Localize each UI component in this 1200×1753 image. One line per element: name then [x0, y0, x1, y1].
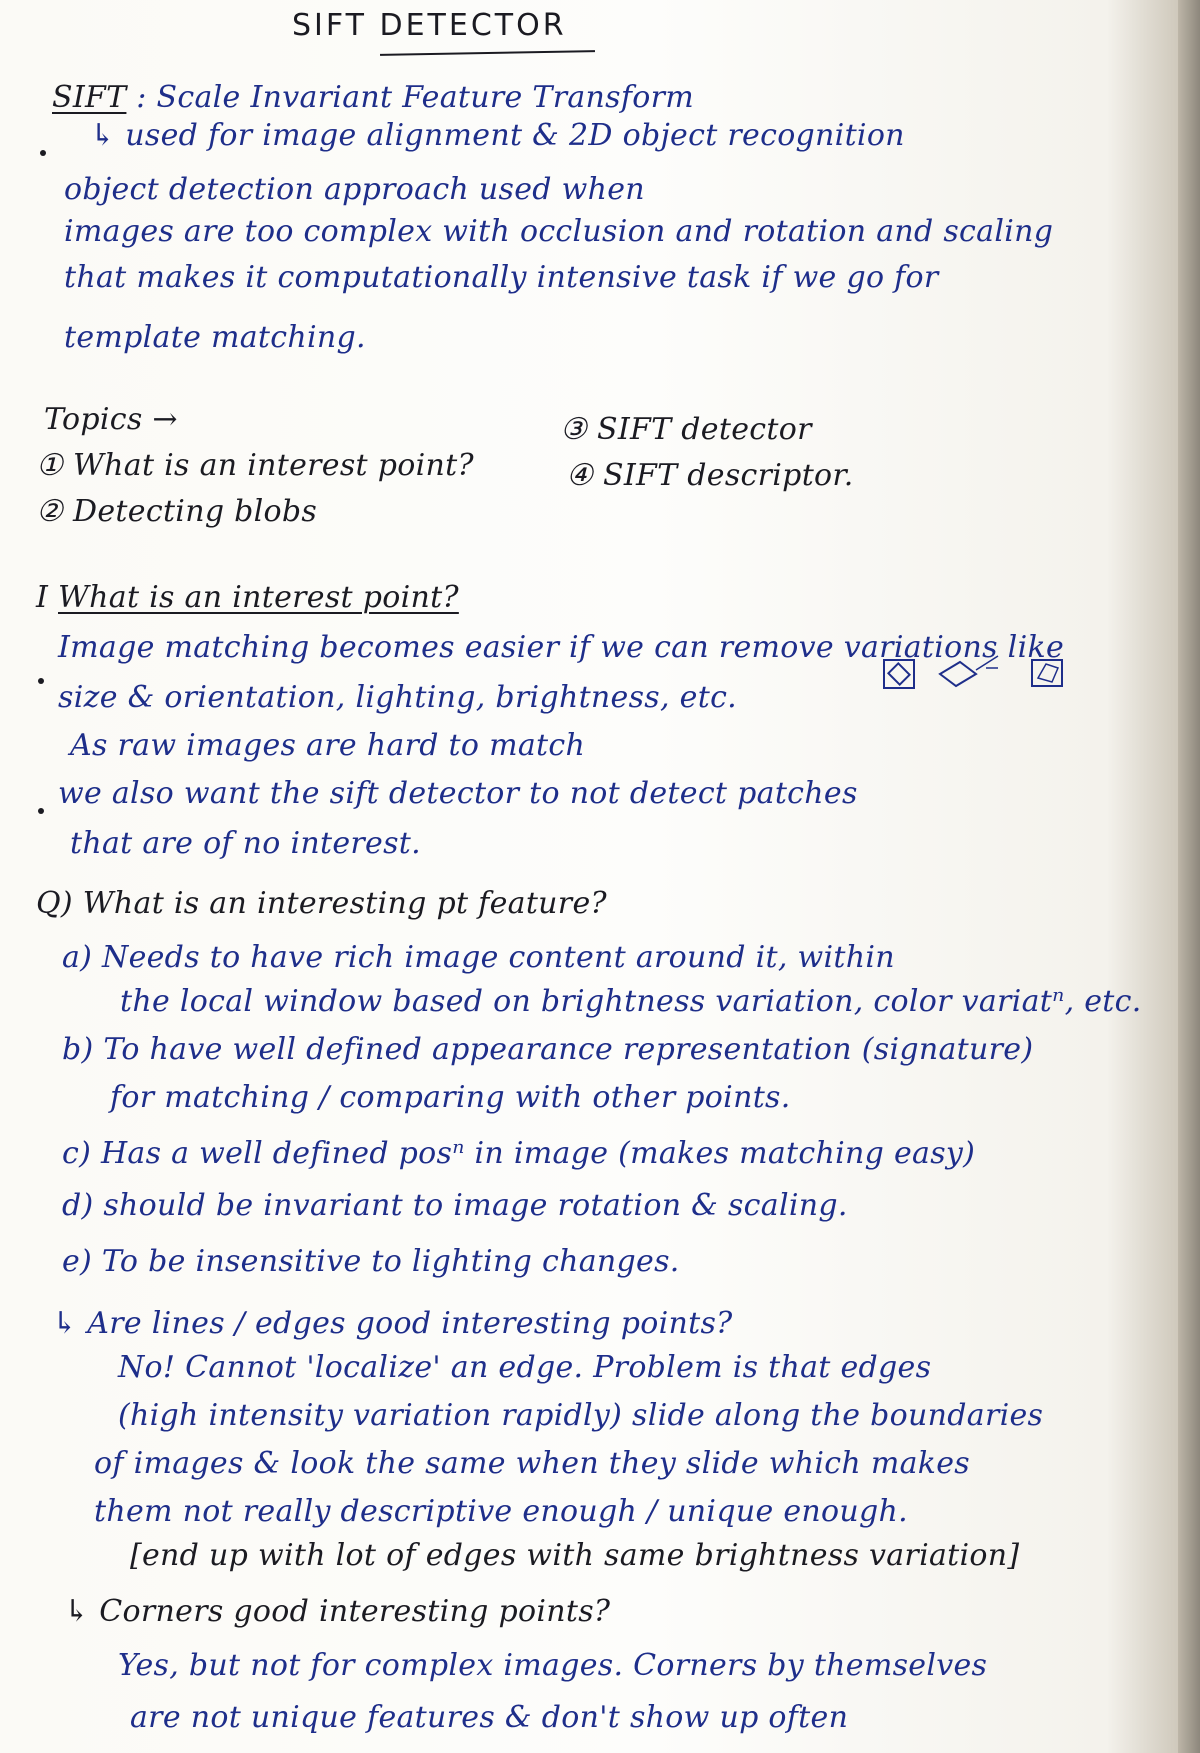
- invariance-sketch: [880, 652, 1070, 722]
- feature-line: c) Has a well defined posⁿ in image (makes matching easy): [62, 1136, 976, 1171]
- sift-definition-text: : Scale Invariant Feature Transform: [136, 80, 695, 115]
- edges-line: No! Cannot 'localize' an edge. Problem is that edges: [118, 1350, 932, 1385]
- question-text: What is an interesting pt feature?: [82, 886, 607, 921]
- section-heading: [36, 580, 459, 616]
- sift-definition: [52, 80, 694, 116]
- page-edge: [1178, 0, 1200, 1753]
- bullet-dot: [38, 678, 44, 684]
- bullet-dot: [40, 150, 46, 156]
- section-heading-text: What is an interest point?: [58, 580, 459, 615]
- section-line: we also want the sift detector to not detect patches: [58, 776, 858, 811]
- section-line: size & orientation, lighting, brightness, etc.: [58, 680, 738, 715]
- sift-desc-line: object detection approach used when: [64, 172, 645, 207]
- section-number: I: [36, 580, 49, 615]
- section-line: As raw images are hard to match: [70, 728, 586, 763]
- feature-line: for matching / comparing with other points.: [110, 1080, 791, 1115]
- corners-question: ↳ Corners good interesting points?: [64, 1594, 611, 1629]
- sift-use-line: ↳ used for image alignment & 2D object recognition: [90, 118, 905, 153]
- sift-label: SIFT: [52, 80, 127, 115]
- topic-item: ① What is an interest point?: [36, 448, 474, 483]
- edges-line: of images & look the same when they slide which makes: [94, 1446, 970, 1481]
- sift-desc-line: that makes it computationally intensive task if we go for: [64, 260, 939, 295]
- edges-question: ↳ Are lines / edges good interesting points?: [52, 1306, 733, 1341]
- feature-line: e) To be insensitive to lighting changes.: [62, 1244, 680, 1279]
- section-line: Image matching becomes easier if we can remove variations like: [58, 630, 1064, 665]
- corners-line: are not unique features & don't show up often: [130, 1700, 849, 1735]
- section-line: that are of no interest.: [70, 826, 421, 861]
- topic-item: ③ SIFT detector: [560, 412, 812, 447]
- edges-line: (high intensity variation rapidly) slide along the boundaries: [118, 1398, 1044, 1433]
- feature-line: b) To have well defined appearance representation (signature): [62, 1032, 1034, 1067]
- bullet-dot: [38, 808, 44, 814]
- edges-line: [end up with lot of edges with same brightness variation]: [130, 1538, 1020, 1573]
- page-title: SIFT DETECTOR: [292, 8, 567, 43]
- sift-desc-line: images are too complex with occlusion and rotation and scaling: [64, 214, 1054, 249]
- question-heading: [36, 886, 607, 922]
- topics-heading: Topics →: [44, 402, 178, 437]
- feature-line: a) Needs to have rich image content around it, within: [62, 940, 895, 975]
- topic-item: ② Detecting blobs: [36, 494, 318, 529]
- topic-item: ④ SIFT descriptor.: [566, 458, 854, 493]
- feature-line: d) should be invariant to image rotation & scaling.: [62, 1188, 848, 1223]
- feature-line: the local window based on brightness variation, color variatⁿ, etc.: [120, 984, 1142, 1019]
- corners-line: Yes, but not for complex images. Corners by themselves: [118, 1648, 988, 1683]
- edges-line: them not really descriptive enough / unique enough.: [94, 1494, 908, 1529]
- question-prefix: Q): [36, 886, 73, 921]
- sift-desc-line: template matching.: [64, 320, 366, 355]
- title-underline: [380, 50, 595, 56]
